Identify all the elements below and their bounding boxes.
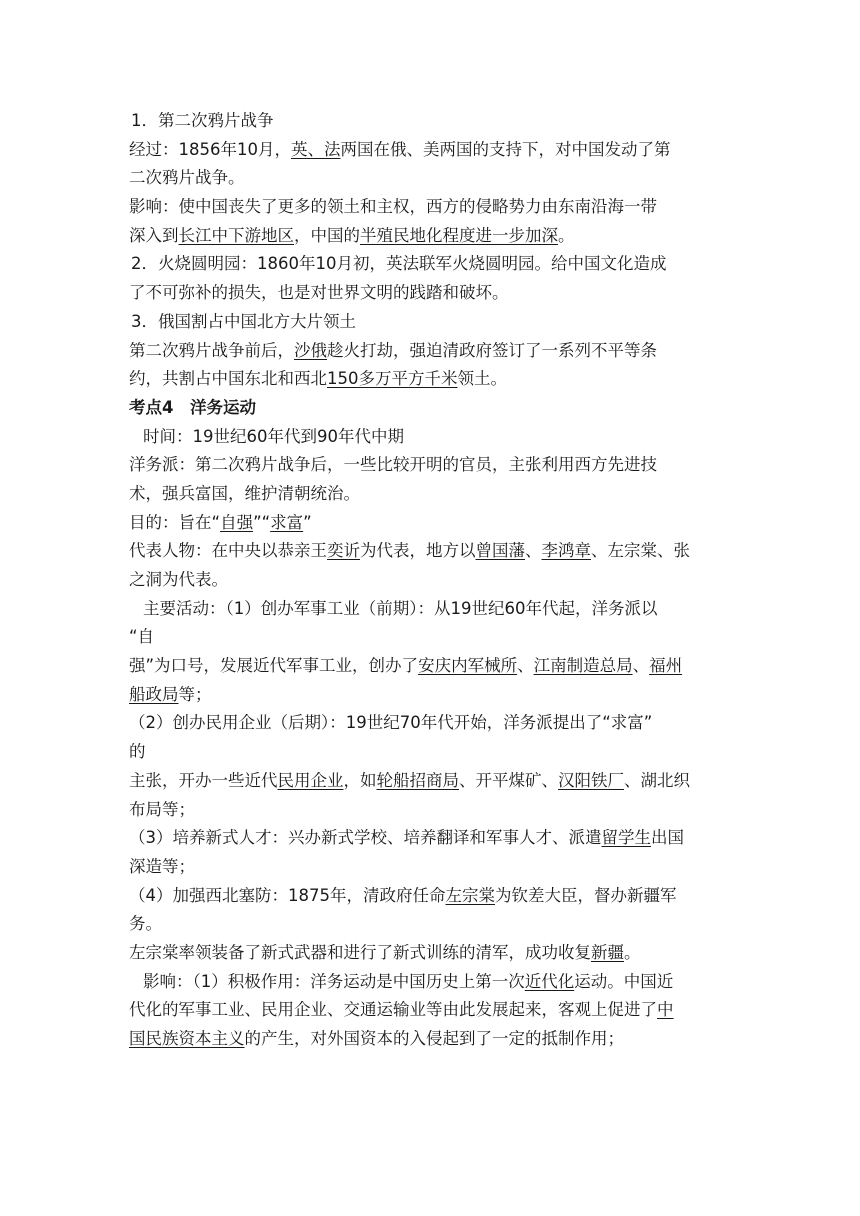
underlined-term: 长江中下游地区 <box>178 225 294 245</box>
text-line <box>129 824 734 853</box>
text-segment: 两国在俄、美两国的支持下，对中国发动了第 <box>340 139 671 159</box>
text-line <box>129 308 734 337</box>
text-segment: 强”为口号，发展近代军事工业，创办了 <box>129 656 419 676</box>
text-segment: 为代表，地方以 <box>360 541 476 561</box>
text-line <box>129 423 734 452</box>
text-segment: 。 <box>558 225 575 245</box>
text-segment: 务。 <box>129 914 162 934</box>
text-segment: 趁火打劫，强迫清政府签订了一系列不平等条 <box>327 340 657 360</box>
text-line <box>129 451 734 480</box>
text-segment: 之洞为代表。 <box>129 570 228 589</box>
text-segment: 主要活动：（1）创办军事工业（前期）：从19世纪60年代起，洋务派以 <box>143 598 658 618</box>
text-segment: 左宗棠率领装备了新式武器和进行了新式训练的清军，成功收复 <box>129 942 591 962</box>
text-segment: 。 <box>624 942 641 962</box>
text-line <box>129 623 734 652</box>
text-line <box>129 222 734 251</box>
text-segment: 代化的军事工业、民用企业、交通运输业等由此发展起来，客观上促进了 <box>129 1000 657 1020</box>
text-segment: ”“ <box>253 512 271 532</box>
underlined-term: 左宗棠 <box>445 885 495 905</box>
document-body <box>129 107 734 1054</box>
text-segment: 术，强兵富国，维护清朝统治。 <box>129 483 360 503</box>
text-segment: 、湖北织 <box>624 770 690 790</box>
text-segment: 二次鸦片战争。 <box>129 168 245 188</box>
underlined-term: 150多万平方千米 <box>327 369 458 389</box>
text-segment: 、左宗棠、张 <box>591 541 690 561</box>
underlined-term: 求富 <box>270 512 304 532</box>
text-segment: 深入到 <box>129 225 179 245</box>
underlined-term: 李鸿章 <box>541 541 591 561</box>
underlined-term: 民用企业 <box>277 770 344 790</box>
text-segment: 、 <box>525 541 542 561</box>
text-line <box>129 939 734 968</box>
text-line <box>129 250 734 279</box>
underlined-term: 近代化 <box>524 971 575 991</box>
text-segment: 的产生，对外国资本的入侵起到了一定的抵制作用； <box>244 1029 624 1048</box>
text-line <box>129 968 734 997</box>
text-segment: （3）培养新式人才：兴办新式学校、培养翻译和军事人才、派遣 <box>129 828 602 848</box>
underlined-term: 江南制造总局 <box>533 656 633 676</box>
underlined-term: 国民族资本主义 <box>129 1029 245 1048</box>
text-segment: 洋务派：第二次鸦片战争后，一些比较开明的官员，主张利用西方先进技 <box>129 455 657 475</box>
underlined-term: 留学生 <box>601 828 651 848</box>
text-segment: 、开平煤矿、 <box>459 770 558 790</box>
text-segment: ，如 <box>343 770 377 790</box>
text-segment: 时间：19世纪60年代到90年代中期 <box>143 426 404 446</box>
text-segment: 运动。中国近 <box>574 971 674 991</box>
text-segment: 、 <box>632 656 650 676</box>
underlined-term: 曾国藩 <box>475 541 525 561</box>
text-line <box>129 394 734 423</box>
text-line <box>129 164 734 193</box>
underlined-term: 轮船招商局 <box>376 770 459 790</box>
underlined-term: 中 <box>657 1000 674 1020</box>
text-line <box>129 509 734 538</box>
section-heading: 考点4 洋务运动 <box>129 397 256 417</box>
text-line <box>129 107 734 136</box>
text-segment: 第二次鸦片战争前后， <box>129 340 294 360</box>
underlined-term: 奕䜣 <box>327 541 360 561</box>
text-line <box>129 910 734 939</box>
underlined-term: 新疆 <box>591 942 624 962</box>
underlined-term: 船政局 <box>129 684 179 704</box>
underlined-term: 汉阳铁厂 <box>558 770 624 790</box>
underlined-term: 自强 <box>220 512 254 532</box>
text-segment: ” <box>303 512 312 532</box>
underlined-term: 福州 <box>649 656 683 676</box>
text-line <box>129 1025 734 1054</box>
text-line <box>129 566 734 595</box>
text-line <box>129 738 734 767</box>
text-segment: 1．第二次鸦片战争 <box>131 111 274 130</box>
text-segment: 影响：使中国丧失了更多的领土和主权，西方的侵略势力由东南沿海一带 <box>129 197 657 217</box>
text-line <box>129 480 734 509</box>
text-segment: 影响：（1）积极作用：洋务运动是中国历史上第一次 <box>143 971 525 991</box>
text-segment: 、 <box>517 656 534 676</box>
text-line <box>129 595 734 624</box>
text-segment: 3．俄国割占中国北方大片领土 <box>131 311 356 331</box>
text-line <box>129 709 734 738</box>
text-line <box>129 279 734 308</box>
text-segment: 了不可弥补的损失，也是对世界文明的践踏和破坏。 <box>129 283 509 303</box>
text-segment: 经过：1856年10月， <box>129 139 291 159</box>
text-segment: 领土。 <box>457 369 507 389</box>
underlined-term: 沙俄 <box>294 340 327 360</box>
text-segment: 等； <box>178 684 212 704</box>
text-segment: 2．火烧圆明园：1860年10月初，英法联军火烧圆明园。给中国文化造成 <box>131 254 667 274</box>
text-line <box>129 537 734 566</box>
text-segment: 主张，开办一些近代 <box>129 770 278 790</box>
text-segment: 深造等； <box>129 856 195 876</box>
text-line <box>129 853 734 882</box>
text-segment: （2）创办民用企业（后期）：19世纪70年代开始，洋务派提出了“求富” <box>129 713 653 733</box>
text-line <box>129 996 734 1025</box>
text-segment: 约，共割占中国东北和西北 <box>129 369 327 389</box>
text-segment: （4）加强西北塞防：1875年，清政府任命 <box>129 885 446 905</box>
text-segment: “自 <box>129 627 155 647</box>
text-line <box>129 796 734 825</box>
text-line <box>129 681 734 710</box>
text-line <box>129 882 734 911</box>
underlined-term: 半殖民地化程度进一步加深 <box>360 225 558 245</box>
text-segment: 目的：旨在“ <box>129 512 221 532</box>
text-segment: 的 <box>129 742 146 762</box>
text-line <box>129 365 734 394</box>
underlined-term: 安庆内军械所 <box>418 656 518 676</box>
text-line <box>129 193 734 222</box>
text-segment: 代表人物：在中央以恭亲王 <box>129 541 327 561</box>
text-segment: 出国 <box>651 828 684 848</box>
text-segment: 为钦差大臣，督办新疆军 <box>495 885 677 905</box>
text-line <box>129 652 734 681</box>
text-segment: ，中国的 <box>294 225 360 245</box>
text-line <box>129 767 734 796</box>
text-line <box>129 337 734 366</box>
text-line <box>129 136 734 165</box>
text-segment: 布局等； <box>129 799 195 819</box>
underlined-term: 英、法 <box>291 139 341 159</box>
